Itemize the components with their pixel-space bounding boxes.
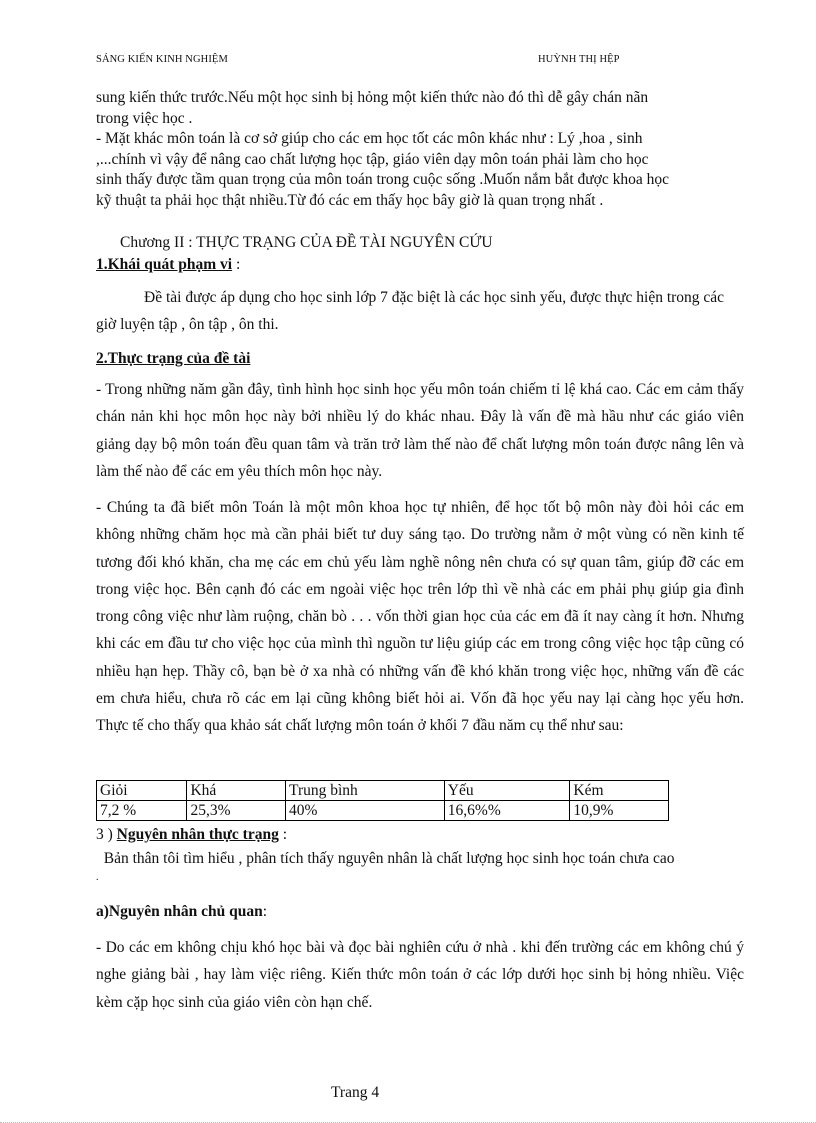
section-a-body: - Do các em không chịu khó học bài và đọc bài nghiên cứu ở nhà . khi đến trường các em không chú ý nghe giảng bài , hay làm việc riêng. Kiến thức môn toán ở các lớp dưới học sinh bị hỏng nhiều. Việc kèm cặp học sinh của giáo viên còn hạn chế. bbox=[96, 939, 744, 1011]
section1-body: Đề tài được áp dụng cho học sinh lớp 7 đặc biệt là các học sinh yếu, được thực hiện trong các giờ luyện tập , ôn tập , ôn thi. bbox=[96, 289, 725, 334]
section-a-heading-suffix: : bbox=[262, 903, 268, 920]
chapter-title: Chương II : THỰC TRẠNG CỦA ĐỀ TÀI NGUYÊN CỨU bbox=[120, 234, 493, 251]
section2-para2: - Chúng ta đã biết môn Toán là một môn khoa học tự nhiên, để học tốt bộ môn này đòi hỏi các em không những chăm học mà cần phải biết tư duy sáng tạo. Do trường nằm ở một vùng có nền kinh tế tương đối khó khăn, cha mẹ các em chủ yếu làm nghề nông nên chưa có sự quan tâm, giúp đỡ các em trong việc học. Bên cạnh đó các em ngoài việc học trên lớp thì về nhà các em phải phụ giúp gia đình trong công việc như làm ruộng, chăn bò . . . vốn thời gian học của các em đã ít nay càng ít hơn. Nhưng khi các em đầu tư cho việc học của mình thì nguồn tư liệu giúp các em trong công việc học tập cũng có nhiều hạn hẹp. Thầy cô, bạn bè ở xa nhà có những vấn đề khó khăn trong việc học, những vấn đề các em chưa hiểu, chưa rõ các em lại cũng không biết hỏi ai. Vốn đã học yếu nay lại càng học yếu hơn. Thực tế cho thấy qua khảo sát chất lượng môn toán ở khối 7 đầu năm cụ thể như sau: bbox=[96, 499, 744, 735]
table-cell: 40% bbox=[286, 801, 445, 821]
intro-line: trong việc học . bbox=[96, 109, 193, 127]
table-cell: 7,2 % bbox=[97, 801, 187, 821]
table-header-cell: Giỏi bbox=[97, 781, 187, 801]
table-header-cell: Kém bbox=[570, 781, 669, 801]
page-number: Trang 4 bbox=[331, 1084, 380, 1101]
section1-heading-line bbox=[96, 256, 744, 274]
section2-para1: - Trong những năm gần đây, tình hình học sinh học yếu môn toán chiếm tỉ lệ khá cao. Các em cảm thấy chán nản khi học môn học này bởi nhiều lý do khác nhau. Đây là vấn đề mà hầu như các giáo viên giảng dạy bộ môn toán đều quan tâm và trăn trở làm thế nào để chất lượng môn toán được nâng lên và làm thế nào để các em yêu thích môn học này. bbox=[96, 381, 744, 480]
table-header-row bbox=[97, 781, 669, 801]
table-cell: 16,6%% bbox=[444, 801, 570, 821]
section3-body: Bản thân tôi tìm hiểu , phân tích thấy nguyên nhân là chất lượng học sinh học toán chưa cao bbox=[96, 850, 675, 867]
section3-prefix: 3 ) bbox=[96, 826, 117, 843]
table-cell: 25,3% bbox=[187, 801, 286, 821]
quality-survey-table bbox=[96, 780, 669, 821]
intro-line: - Mặt khác môn toán là cơ sở giúp cho các em học tốt các môn khác như : Lý ,hoa , sinh bbox=[96, 130, 643, 147]
section3-heading: Nguyên nhân thực trạng bbox=[116, 826, 279, 843]
section3-heading-line bbox=[96, 826, 744, 844]
table-row bbox=[97, 801, 669, 821]
section2-heading-line bbox=[96, 350, 744, 368]
section-a-heading-line bbox=[96, 903, 744, 921]
section3-heading-suffix: : bbox=[278, 826, 288, 843]
table-cell: 10,9% bbox=[570, 801, 669, 821]
section1-heading-suffix: : bbox=[232, 256, 241, 273]
intro-block bbox=[96, 88, 744, 211]
section3-trail: . bbox=[96, 872, 99, 883]
table-header-cell: Yếu bbox=[444, 781, 570, 801]
header-left: SÁNG KIẾN KINH NGHIỆM bbox=[96, 54, 228, 65]
section1-heading: 1.Khái quát phạm vi bbox=[96, 256, 233, 273]
intro-line: sinh thấy được tầm quan trọng của môn toán trong cuộc sống .Muốn nắm bắt được khoa học bbox=[96, 171, 669, 188]
section-a-heading: a)Nguyên nhân chủ quan bbox=[96, 903, 263, 920]
intro-line: kỹ thuật ta phải học thật nhiều.Từ đó các em thấy học bây giờ là quan trọng nhất . bbox=[96, 191, 604, 209]
table-header-cell: Trung bình bbox=[286, 781, 445, 801]
table-header-cell: Khá bbox=[187, 781, 286, 801]
section2-heading: 2.Thực trạng của đề tài bbox=[96, 350, 251, 367]
intro-line: ,...chính vì vậy để nâng cao chất lượng học tập, giáo viên dạy môn toán phải làm cho học bbox=[96, 150, 649, 168]
header-right: HUỲNH THỊ HỆP bbox=[538, 54, 620, 65]
intro-line: sung kiến thức trước.Nếu một học sinh bị hỏng một kiến thức nào đó thì dễ gây chán nãn bbox=[96, 89, 649, 106]
